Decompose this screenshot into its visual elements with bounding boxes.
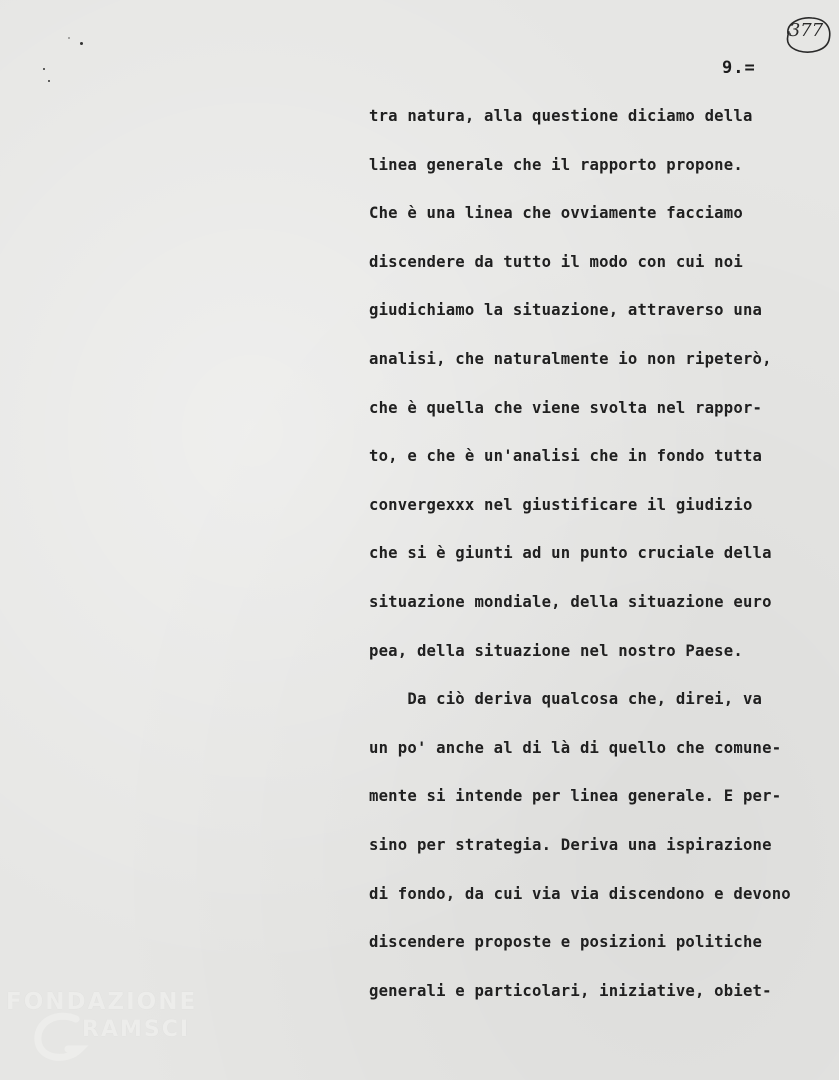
watermark-line1: FONDAZIONE xyxy=(6,989,198,1015)
text-line: sino per strategia. Deriva una ispirazione xyxy=(369,835,772,854)
paper-speck xyxy=(43,68,45,70)
text-line: un po' anche al di là di quello che comune- xyxy=(369,738,782,757)
paper-speck xyxy=(48,80,50,82)
paper-speck xyxy=(68,37,70,39)
text-line: generali e particolari, iniziative, obiet- xyxy=(369,981,772,1000)
text-line: mente si intende per linea generale. E per- xyxy=(369,787,782,806)
text-line: analisi, che naturalmente io non ripeterò, xyxy=(369,349,772,368)
text-line: che si è giunti ad un punto cruciale della xyxy=(369,544,772,563)
typed-text-body xyxy=(369,102,829,1025)
text-line: tra natura, alla questione diciamo della xyxy=(369,107,753,125)
text-line: discendere da tutto il modo con cui noi xyxy=(369,252,743,271)
paper-speck xyxy=(80,42,83,45)
text-line: giudichiamo la situazione, attraverso una xyxy=(369,301,763,320)
text-line: Che è una linea che ovviamente facciamo xyxy=(369,204,743,223)
text-line: pea, della situazione nel nostro Paese. xyxy=(369,641,743,660)
text-line: convergexxx nel giustificare il giudizio xyxy=(369,495,753,514)
page-number: 9.= xyxy=(722,58,756,78)
archive-number: 377 xyxy=(788,20,824,41)
watermark-line2: RAMSCI xyxy=(82,1017,191,1042)
text-line: to, e che è un'analisi che in fondo tutta xyxy=(369,447,763,466)
text-line: situazione mondiale, della situazione euro xyxy=(369,592,772,611)
text-line: Da ciò deriva qualcosa che, direi, va xyxy=(369,690,763,709)
text-line: di fondo, da cui via via discendono e devono xyxy=(369,884,791,903)
text-line: discendere proposte e posizioni politiche xyxy=(369,933,763,952)
text-line: che è quella che viene svolta nel rappor- xyxy=(369,398,763,417)
text-line: linea generale che il rapporto propone. xyxy=(369,155,743,174)
fondazione-gramsci-watermark xyxy=(6,985,226,1070)
